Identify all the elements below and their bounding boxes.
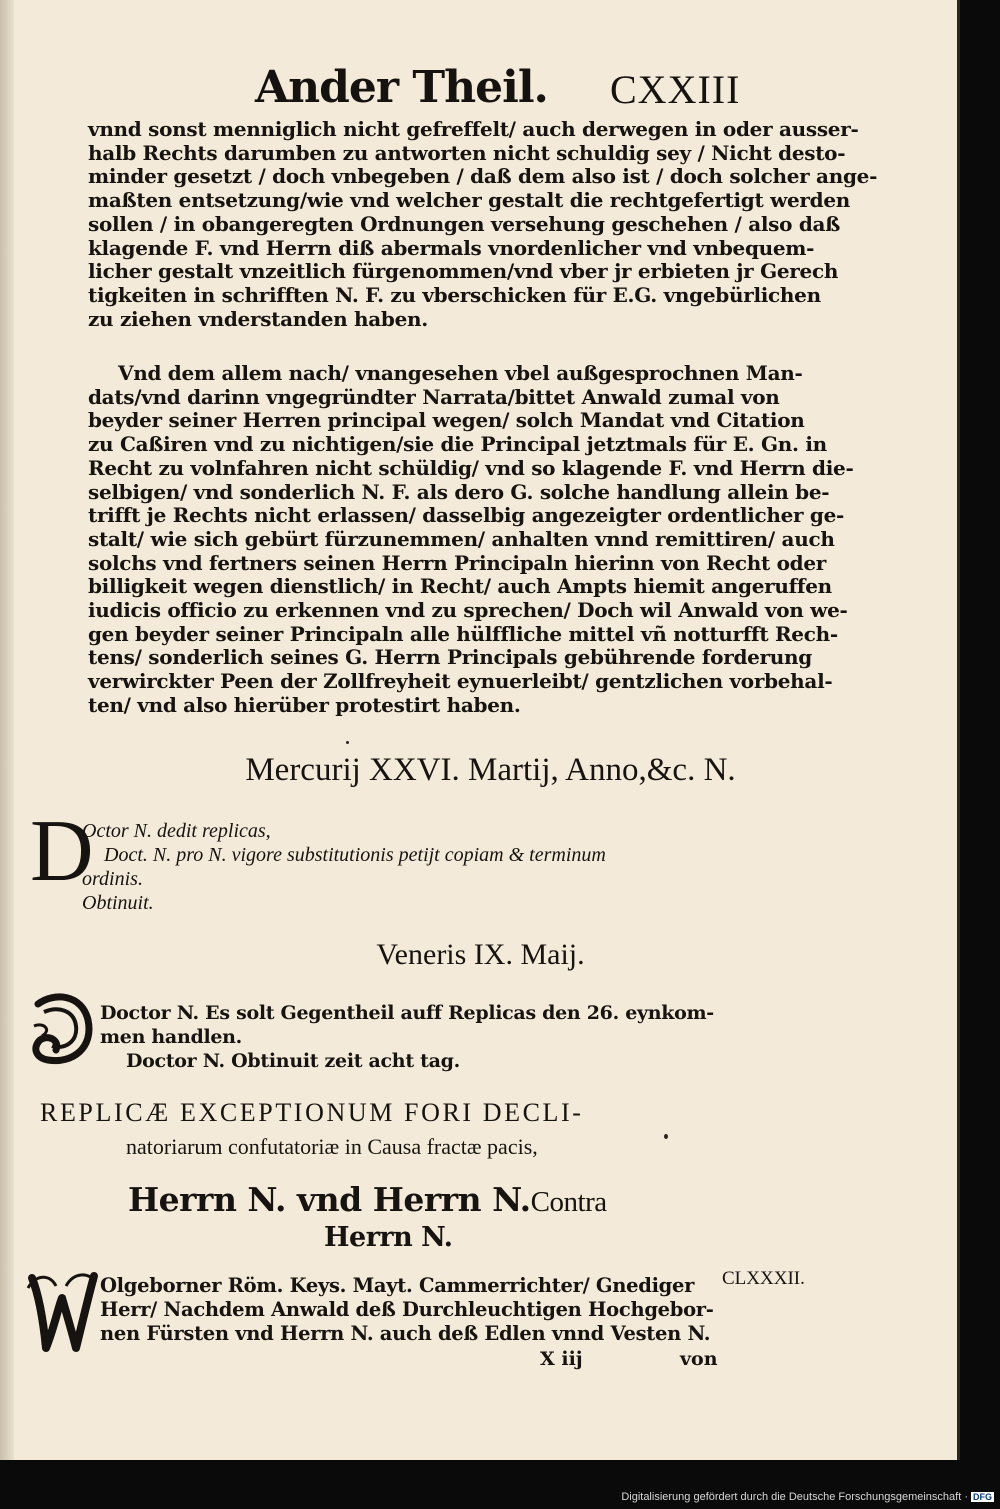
paragraph-one-line: vnnd sonst menniglich nicht gefreffelt/ auch derwegen in oder ausser- [88,117,859,141]
mercurij-line: ordinis. [82,868,143,890]
mercurij-line: Obtinuit. [82,892,154,914]
mercurij-line: Doct. N. pro N. vigore substitutionis petijt copiam & terminum [104,844,606,866]
paragraph-two-line: selbigen/ vnd sonderlich N. F. als dero G. solche handlung allein be- [88,479,830,504]
paragraph-one-line: halb Rechts darumben zu antworten nicht schuldig sey / Nicht desto- [88,140,846,165]
paragraph-two-line: tens/ sonderlich seines G. Herrn Principals gebührende forderung [88,645,812,670]
paragraph-two-line: iudicis officio zu erkennen vnd zu sprechen/ Doch wil Anwald von we- [88,598,848,623]
paragraph-one-line: tigkeiten in schrifften N. F. zu vberschicken für E.G. vngebürlichen [88,282,821,307]
catchword: von [680,1348,718,1370]
parties-line-one [128,1180,607,1219]
parties-names: Herrn N. vnd Herrn N. [128,1180,531,1219]
paragraph-one-line: minder gesetzt / doch vnbegeben / daß dem also ist / doch solcher ange- [88,164,878,189]
digitization-credit [621,1491,994,1503]
folio-number: CXXIII [610,67,741,112]
paragraph-two-line: Recht zu volnfahren nicht schüldig/ vnd so klagende F. vnd Herrn die- [88,455,854,480]
paragraph-two-line: billigkeit wegen dienstlich/ in Recht/ auch Ampts hiemit angeruffen [88,574,832,599]
parties-line-two: Herrn N. [324,1222,453,1253]
paragraph-one-line: maßten entsetzung/wie vnd welcher gestalt die rechtgefertigt werden [88,188,851,213]
ornamental-dropcap-d [30,990,96,1068]
margin-note: CLXXXII. [722,1268,805,1289]
paragraph-one-line: licher gestalt vnzeitlich fürgenommen/vnd vber jr erbieten jr Gerech [88,259,839,284]
signature-mark: X iij [540,1348,583,1370]
dfg-logo: DFG [973,1492,992,1503]
paragraph-two-line: solchs vnd fertners seinen Herrn Principaln hierinn von Recht oder [88,550,827,575]
paragraph-one-line: klagende F. vnd Herrn diß abermals vnordenlicher vnd vnbequem- [88,235,815,260]
dropcap-d-mercurij: D [30,803,94,900]
veneris-line: men handlen. [100,1026,242,1048]
mercurij-line: Octor N. dedit replicas, [82,820,271,842]
ink-speck [346,741,349,744]
paragraph-two-line: dats/vnd darinn vngegründter Narrata/bittet Anwald zumal von [88,384,780,409]
paragraph-two-line: beyder seiner Herren principal wegen/ solch Mandat vnd Citation [88,408,805,433]
veneris-line: Doctor N. Obtinuit zeit acht tag. [126,1050,460,1072]
closing-line: Herr/ Nachdem Anwald deß Durchleuchtigen Hochgebor- [100,1298,714,1321]
paragraph-two-line: verwirckter Peen der Zollfreyheit eynuerleibt/ gentzlichen vorbehal- [88,669,833,694]
paragraph-one [88,117,878,331]
replicae-title-line-two: natoriarum confutatoriæ in Causa fractæ pacis, [126,1134,538,1159]
paragraph-two-line: ten/ vnd also hierüber protestirt haben. [88,692,521,717]
heading-mercurij: Mercurij XXVI. Martij, Anno,&c. N. [245,752,736,788]
credit-text: Digitalisierung gefördert durch die Deutsche Forschungsgemeinschaft · [621,1491,968,1503]
binding-shadow [0,0,14,1460]
ink-speck [664,1134,668,1139]
closing-line: nen Fürsten vnd Herrn N. auch deß Edlen vnnd Vesten N. [100,1322,711,1345]
paragraph-one-line: zu ziehen vnderstanden haben. [88,306,428,331]
paragraph-two-line: stalt/ wie sich gebürt fürzunemmen/ anhalten vnnd remittiren/ auch [88,526,835,551]
veneris-line: Doctor N. Es solt Gegentheil auff Replicas den 26. eynkom- [100,1002,714,1024]
replicae-title-line-one: REPLICÆ EXCEPTIONUM FORI DECLI- [40,1098,584,1127]
paragraph-two-line: trifft je Rechts nicht erlassen/ dasselbig angezeigter ordentlicher ge- [88,503,845,528]
ornamental-dropcap-w [26,1268,98,1354]
paragraph-one-line: sollen / in obangeregten Ordnungen versehung geschehen / also daß [88,211,841,236]
paragraph-two [88,361,854,718]
paragraph-two-line: Vnd dem allem nach/ vnangesehen vbel außgesprochnen Man- [118,361,803,385]
paragraph-two-line: zu Caßiren vnd zu nichtigen/sie die Principal jetztmals für E. Gn. in [88,432,827,457]
closing-line: Olgeborner Röm. Keys. Mayt. Cammerrichter/ Gnediger [100,1274,695,1297]
contra-word: Contra [530,1186,607,1218]
heading-veneris: Veneris IX. Maij. [376,938,585,971]
paragraph-two-line: gen beyder seiner Principaln alle hülffliche mittel vñ notturfft Rech- [88,621,838,646]
running-title: Ander Theil. [255,62,548,113]
